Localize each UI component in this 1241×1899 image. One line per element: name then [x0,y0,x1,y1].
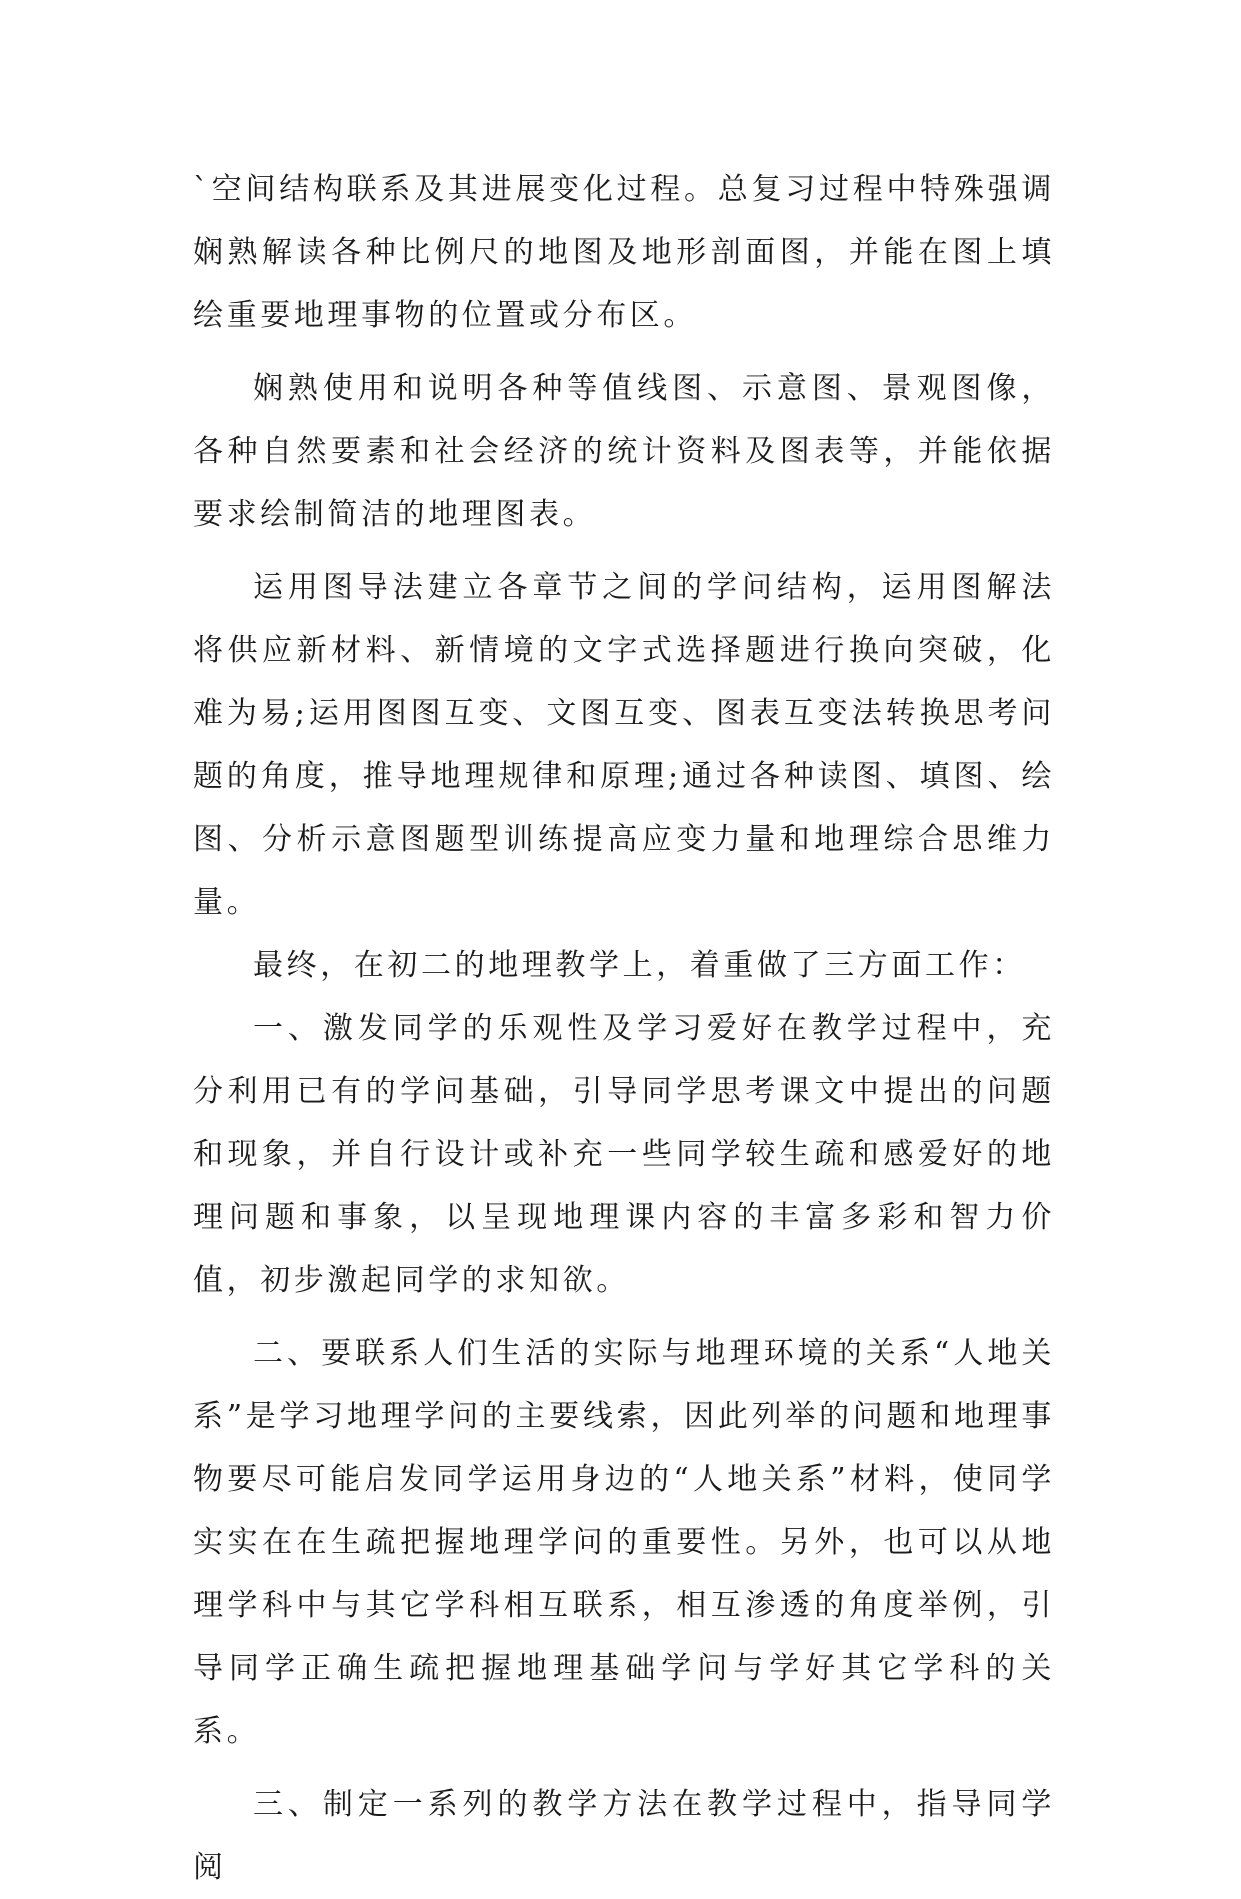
paragraph-point-two: 二、要联系人们生活的实际与地理环境的关系“人地关系”是学习地理学问的主要线索，因此列举的问题和地理事物要尽可能启发同学运用身边的“人地关系”材料，使同学实实在在生疏把握地理学问的重要性。另外，也可以从地理学科中与其它学科相互联系，相互渗透的角度举例，引导同学正确生疏把握地理基础学问与学好其它学科的关系。 [193,1336,1055,1749]
paragraph-point-three: 三、制定一系列的教学方法在教学过程中，指导同学阅 [193,1787,1055,1885]
paragraph-graphic-methods: 运用图导法建立各章节之间的学问结构，运用图解法将供应新材料、新情境的文字式选择题进行换向突破，化难为易;运用图图互变、文图互变、图表互变法转换思考问题的角度，推导地理规律和原理;通过各种读图、填图、绘图、分析示意图题型训练提高应变力量和地理综合思维力量。 [193,570,1055,920]
document-body [193,158,1055,1899]
paragraph-continuation: `空间结构联系及其进展变化过程。总复习过程中特殊强调娴熟解读各种比例尺的地图及地形剖面图，并能在图上填绘重要地理事物的位置或分布区。 [193,172,1055,333]
paragraph-contour-maps: 娴熟使用和说明各种等值线图、示意图、景观图像，各种自然要素和社会经济的统计资料及图表等，并能依据要求绘制简洁的地理图表。 [193,371,1055,532]
paragraph-three-aspects-intro: 最终，在初二的地理教学上，着重做了三方面工作： [253,948,1026,983]
paragraph-point-one: 一、激发同学的乐观性及学习爱好在教学过程中，充分利用已有的学问基础，引导同学思考课文中提出的问题和现象，并自行设计或补充一些同学较生疏和感爱好的地理问题和事象，以呈现地理课内容的丰富多彩和智力价值，初步激起同学的求知欲。 [193,1011,1055,1298]
